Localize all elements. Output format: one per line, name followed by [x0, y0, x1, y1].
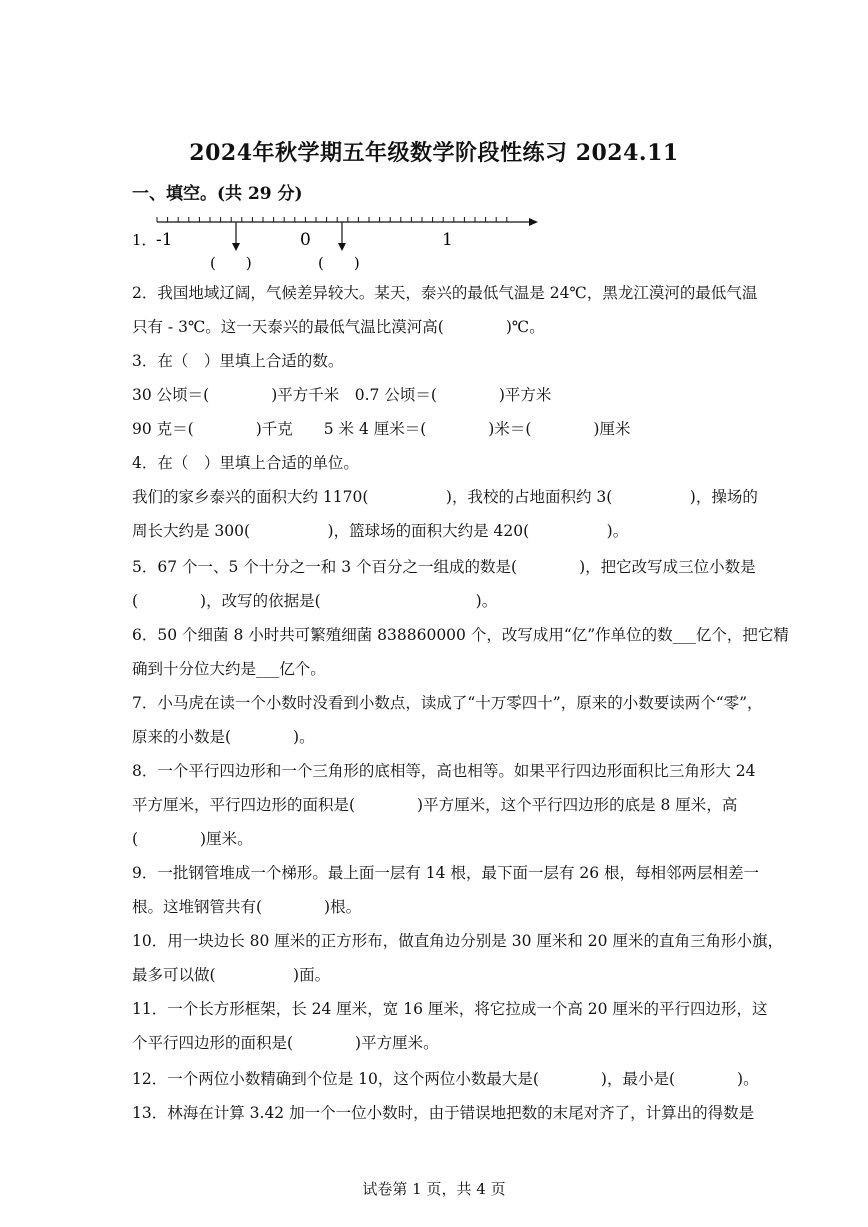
question-line: 7．小马虎在读一个小数时没看到小数点，读成了“十万零四十”，原来的小数要读两个“零”， — [132, 694, 763, 712]
question-line: 最多可以做( )面。 — [132, 966, 331, 984]
question-line: 平方厘米，平行四边形的面积是( )平方厘米，这个平行四边形的底是 8 厘米，高 — [132, 796, 738, 814]
question-number-1: 1． — [132, 231, 157, 249]
number-line-ticks — [157, 217, 507, 222]
question-line: 我们的家乡泰兴的面积大约 1170( )，我校的占地面积约 3( )，操场的 — [132, 488, 758, 506]
question-line: 9．一批钢管堆成一个梯形。最上面一层有 14 根，最下面一层有 26 根，每相邻两层相差一 — [132, 864, 760, 882]
question-line: 原来的小数是( )。 — [132, 728, 315, 746]
question-line: 根。这堆钢管共有( )根。 — [132, 898, 362, 916]
question-line: 11．一个长方形框架，长 24 厘米，宽 16 厘米，将它拉成一个高 20 厘米的平行四边形，这 — [132, 1000, 768, 1018]
question-line: 8．一个平行四边形和一个三角形的底相等，高也相等。如果平行四边形面积比三角形大 24 — [132, 762, 756, 780]
question-line: 12．一个两位小数精确到个位是 10，这个两位小数最大是( )，最小是( )。 — [132, 1070, 759, 1088]
question-line: 2．我国地域辽阔，气候差异较大。某天，泰兴的最低气温是 24℃，黑龙江漠河的最低气温 — [132, 284, 758, 302]
section-heading: 一、填空。(共 29 分) — [132, 184, 303, 204]
question-line: 10．用一块边长 80 厘米的正方形布，做直角边分别是 30 厘米和 20 厘米的直角三角形小旗， — [132, 932, 783, 950]
page-footer: 试卷第 1 页，共 4 页 — [362, 1180, 506, 1198]
answer-blank-2[interactable]: ( ) — [318, 254, 360, 272]
question-line: 确到十分位大约是___亿个。 — [132, 660, 326, 678]
question-line: 30 公顷＝( )平方千米 0.7 公顷＝( )平方米 — [132, 386, 552, 404]
pointer-arrow-1-head — [232, 243, 240, 251]
question-line: 周长大约是 300( )，篮球场的面积大约是 420( )。 — [132, 522, 629, 540]
question-line: 3．在（ ）里填上合适的数。 — [132, 352, 344, 370]
number-line-arrow — [529, 218, 538, 226]
number-line — [132, 204, 552, 274]
question-line: 个平行四边形的面积是( )平方厘米。 — [132, 1034, 439, 1052]
pointer-arrow-2-head — [338, 243, 346, 251]
tick-label-one: 1 — [442, 230, 453, 250]
question-line: 5．67 个一、5 个十分之一和 3 个百分之一组成的数是( )，把它改写成三位小数是 — [132, 558, 756, 576]
question-line: 只有 - 3℃。这一天泰兴的最低气温比漠河高( )℃。 — [132, 318, 545, 336]
question-line: 4．在（ ）里填上合适的单位。 — [132, 454, 359, 472]
question-line: 6．50 个细菌 8 小时共可繁殖细菌 838860000 个，改写成用“亿”作单位的数___亿个，把它精 — [132, 626, 789, 644]
tick-label-minus-one: -1 — [156, 230, 173, 250]
question-line: ( )厘米。 — [132, 830, 253, 848]
question-line: ( )，改写的依据是( )。 — [132, 592, 498, 610]
answer-blank-1[interactable]: ( ) — [210, 254, 252, 272]
question-line: 13．林海在计算 3.42 加一个一位小数时，由于错误地把数的末尾对齐了，计算出的得数是 — [132, 1104, 755, 1122]
page-title: 2024年秋学期五年级数学阶段性练习 2024.11 — [189, 140, 679, 166]
question-line: 90 克＝( )千克 5 米 4 厘米＝( )米＝( )厘米 — [132, 420, 631, 438]
tick-label-zero: 0 — [300, 230, 311, 250]
